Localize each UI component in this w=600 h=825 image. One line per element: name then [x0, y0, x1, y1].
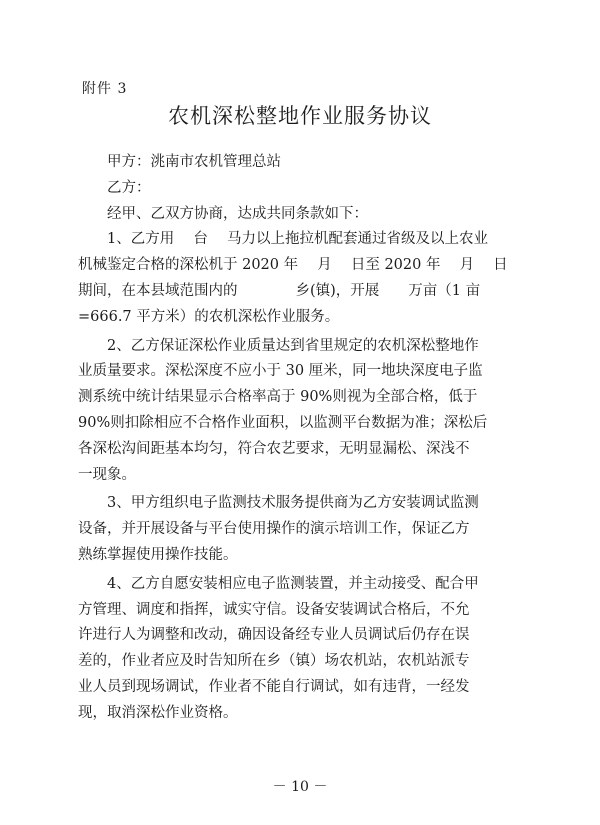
clause-3-line: 熟练掌握使用操作技能。	[78, 546, 238, 563]
clause-2-line: 90%则扣除相应不合格作业面积，以监测平台数据为准；深松后	[78, 414, 488, 431]
clause-2	[78, 334, 530, 489]
clause-4-line: 许进行人为调整和改动，确因设备经专业人员调试后仍存在误	[78, 627, 470, 644]
intro-line: 经甲、乙双方协商，达成共同条款如下：	[107, 205, 368, 222]
clause-2-line: 测系统中统计结果显示合格率高于 90%则视为全部合格，低于	[78, 389, 478, 406]
clause-4-line: 4、乙方自愿安装相应电子监测装置，并主动接受、配合甲	[107, 575, 479, 592]
clause-3-line: 3、甲方组织电子监测技术服务提供商为乙方安装调试监测	[107, 495, 479, 512]
attachment-label: 附件 3	[82, 81, 128, 97]
clause-2-line: 各深松沟间距基本均匀，符合农艺要求，无明显漏松、深浅不	[78, 440, 470, 457]
party-b-line: 乙方：	[107, 179, 151, 196]
clause-4-line: 差的，作业者应及时告知所在乡（镇）场农机站，农机站派专	[78, 653, 470, 670]
clause-1	[78, 227, 530, 330]
clause-4-line: 现，取消深松作业资格。	[78, 704, 238, 721]
clause-4-line: 方管理、调度和指挥，诚实守信。设备安装调试合格后，不允	[78, 601, 470, 618]
document-title: 农机深松整地作业服务协议	[168, 104, 432, 128]
clause-3	[78, 491, 530, 568]
clause-1-line: 期间，在本县域范围内的 乡(镇)，开展 万亩（1 亩	[78, 282, 481, 299]
party-a-line: 甲方：洮南市农机管理总站	[107, 154, 281, 170]
clause-1-line: =666.7 平方米）的农机深松作业服务。	[78, 308, 340, 325]
clause-4	[78, 572, 530, 727]
clause-1-line: 机械鉴定合格的深松机于 2020 年 月 日至 2020 年 月 日	[78, 257, 508, 274]
clause-2-line: 2、乙方保证深松作业质量达到省里规定的农机深松整地作	[107, 337, 479, 354]
agreement-body	[78, 150, 530, 727]
clause-2-line: 一现象。	[78, 466, 136, 483]
clause-4-line: 业人员到现场调试，作业者不能自行调试，如有违背，一经发	[78, 678, 470, 695]
clause-2-line: 业质量要求。深松深度不应小于 30 厘米，同一地块深度电子监	[78, 363, 483, 380]
clause-3-line: 设备，并开展设备与平台使用操作的演示培训工作，保证乙方	[78, 521, 470, 538]
clause-1-line: 1、乙方用 台 马力以上拖拉机配套通过省级及以上农业	[107, 231, 488, 248]
page-number: － 10 －	[272, 779, 328, 795]
